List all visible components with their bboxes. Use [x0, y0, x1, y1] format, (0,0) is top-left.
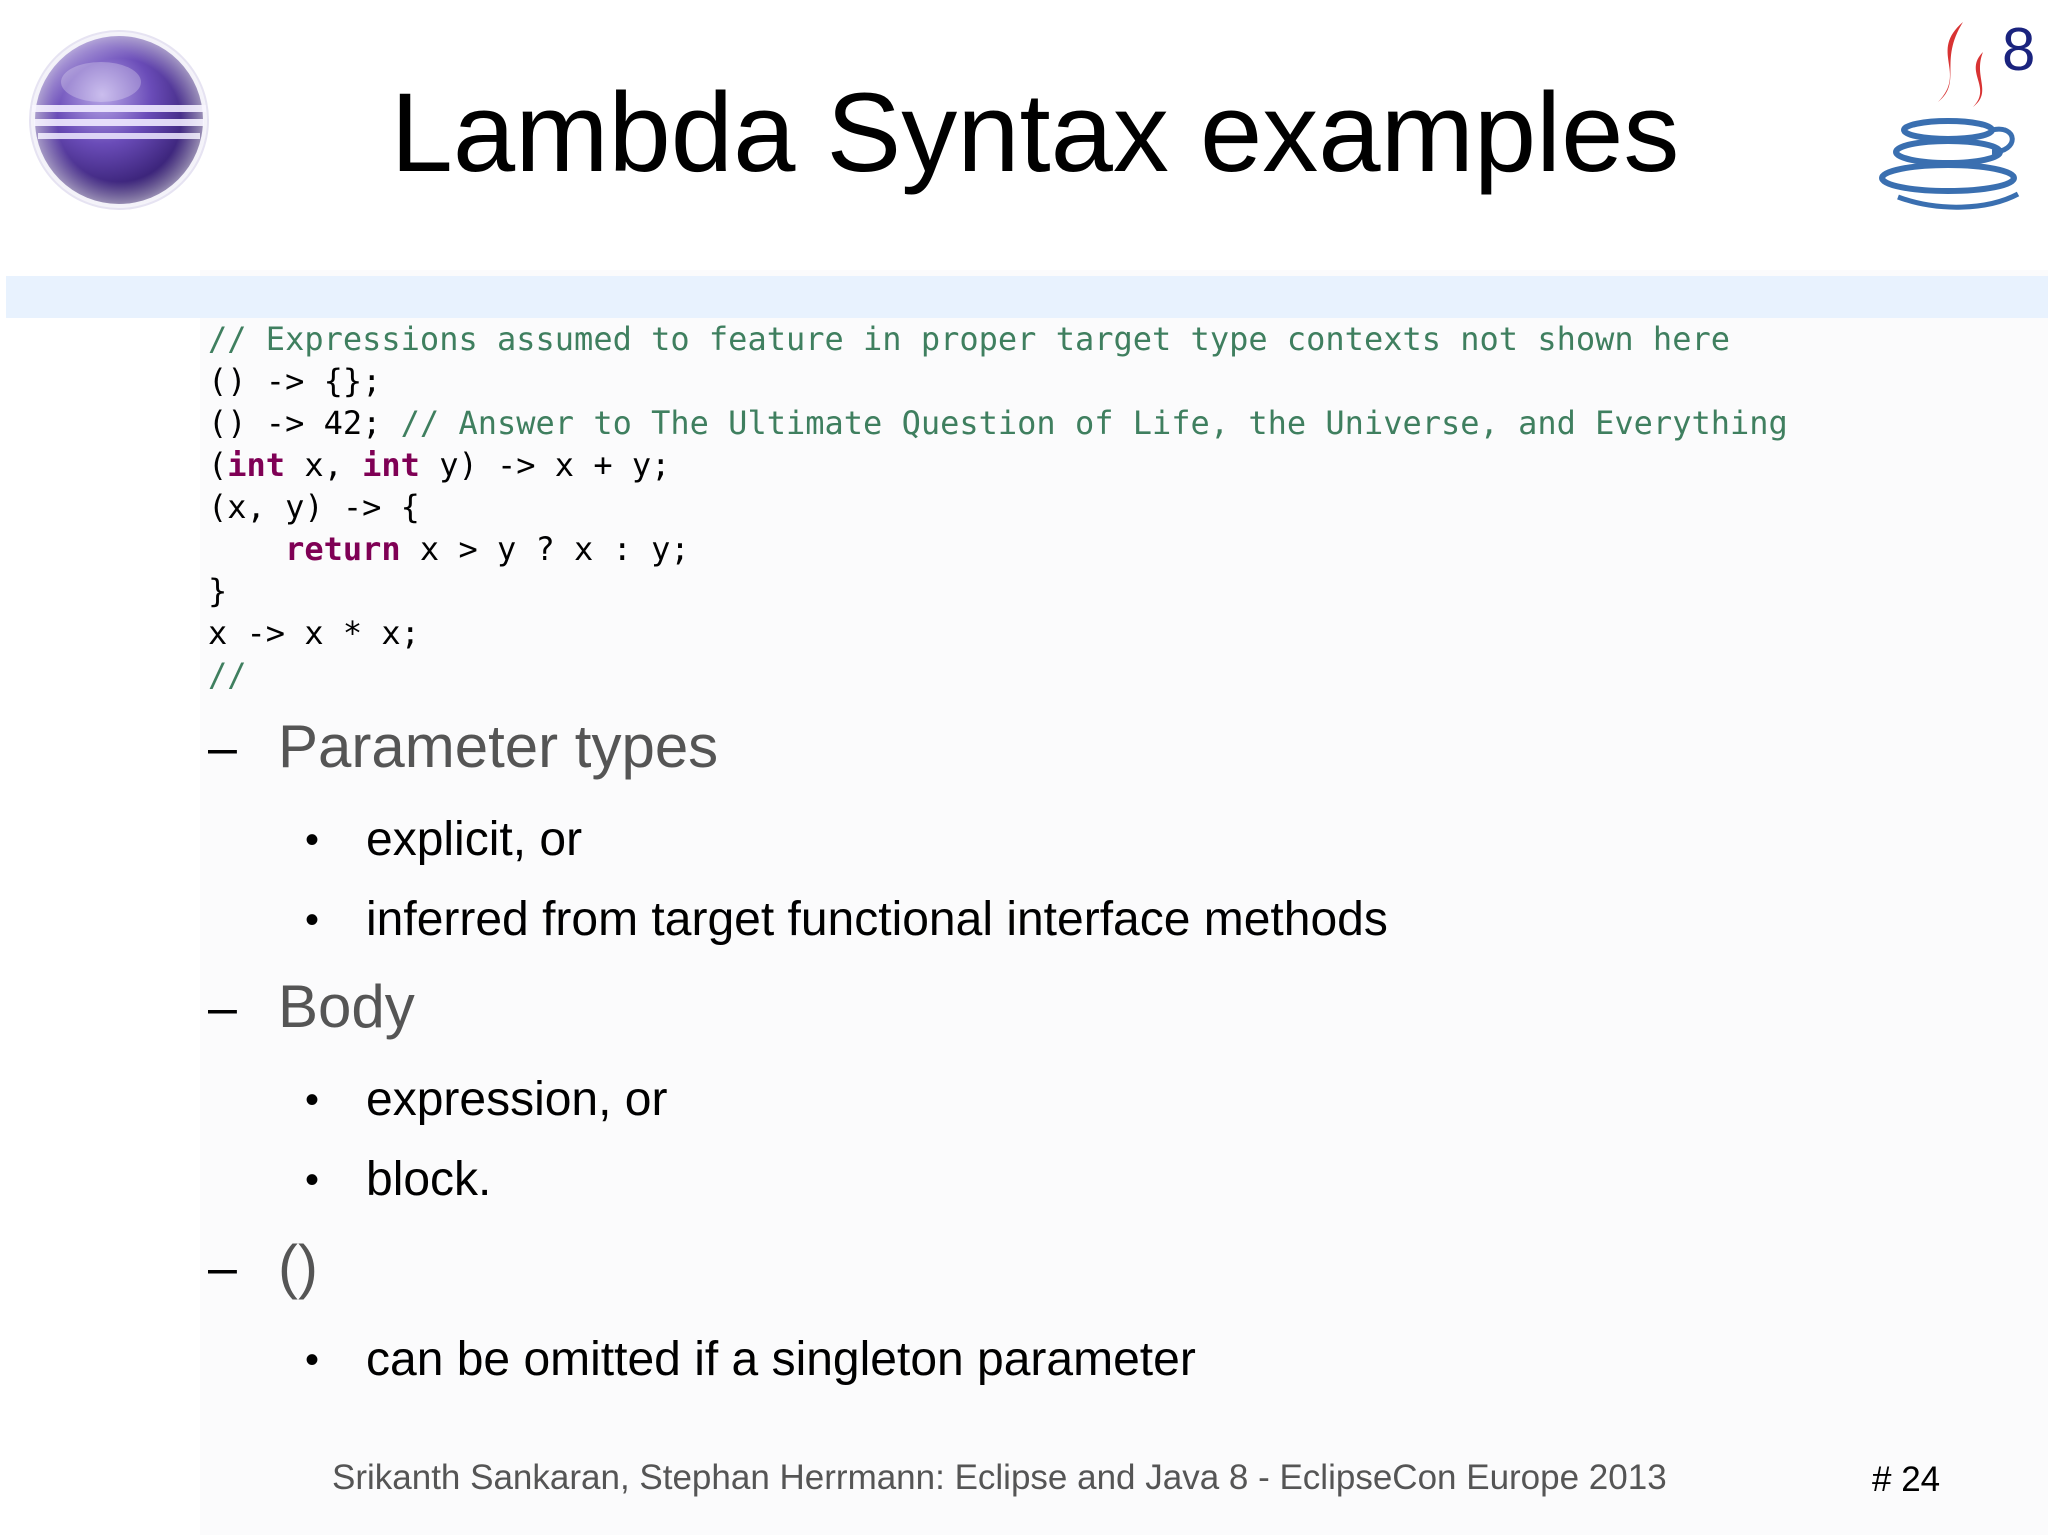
- bullet-marker: •: [305, 1078, 320, 1122]
- dash-marker: –: [208, 719, 237, 777]
- code-comment: // Answer to The Ultimate Question of Life, the Universe, and Everything: [400, 404, 1788, 442]
- section-heading: Parameter types: [278, 713, 719, 780]
- dash-marker: –: [208, 1239, 237, 1297]
- bullet-item: block.: [366, 1153, 492, 1206]
- bullet-marker: •: [305, 818, 320, 862]
- code-text: (x, y) -> {: [208, 488, 420, 526]
- code-text: () -> {};: [208, 362, 382, 400]
- code-line: [6, 528, 2048, 610]
- bullet-item: inferred from target functional interface methods: [366, 893, 1388, 946]
- code-line: [6, 612, 2048, 694]
- section-heading: Body: [278, 973, 415, 1040]
- code-line: [6, 444, 2048, 526]
- code-line: [6, 402, 2048, 484]
- dash-marker: –: [208, 979, 237, 1037]
- bullet-marker: •: [305, 898, 320, 942]
- code-fragment: x > y ? x : y;: [400, 530, 690, 568]
- code-paren: (: [208, 446, 228, 484]
- code-line-comment-header: [6, 276, 2048, 358]
- java-logo: [1868, 12, 2048, 212]
- slide-title: Lambda Syntax examples: [390, 70, 1680, 195]
- java-version-badge: 8: [2002, 16, 2036, 83]
- bullet-item: explicit, or: [366, 813, 583, 866]
- code-text: x -> x * x;: [208, 614, 420, 652]
- code-line: [6, 570, 2048, 652]
- bullet-marker: •: [305, 1338, 320, 1382]
- code-keyword: return: [285, 530, 401, 568]
- bullet-item: can be omitted if a singleton parameter: [366, 1333, 1196, 1386]
- code-comment: //: [208, 656, 247, 694]
- code-comment: // Expressions assumed to feature in proper target type contexts not shown here: [208, 320, 1730, 358]
- code-keyword: int: [227, 446, 286, 484]
- code-fragment: x,: [285, 446, 363, 484]
- code-block: [6, 276, 2048, 694]
- code-statement: () -> 42;: [208, 404, 401, 442]
- code-line: [6, 318, 2048, 400]
- footer-citation: Srikanth Sankaran, Stephan Herrmann: Eclipse and Java 8 - EclipseCon Europe 2013: [332, 1458, 1667, 1497]
- code-fragment: y) -> x + y;: [419, 446, 671, 484]
- bullet-item: expression, or: [366, 1073, 668, 1126]
- code-text: }: [208, 572, 228, 610]
- page-number: # 24: [1872, 1460, 1941, 1499]
- bullet-marker: •: [305, 1158, 320, 1202]
- eclipse-logo-icon: [26, 27, 212, 213]
- section-heading: (): [278, 1233, 318, 1300]
- code-line: [6, 486, 2048, 568]
- code-line: [6, 360, 2048, 442]
- code-keyword: int: [362, 446, 420, 484]
